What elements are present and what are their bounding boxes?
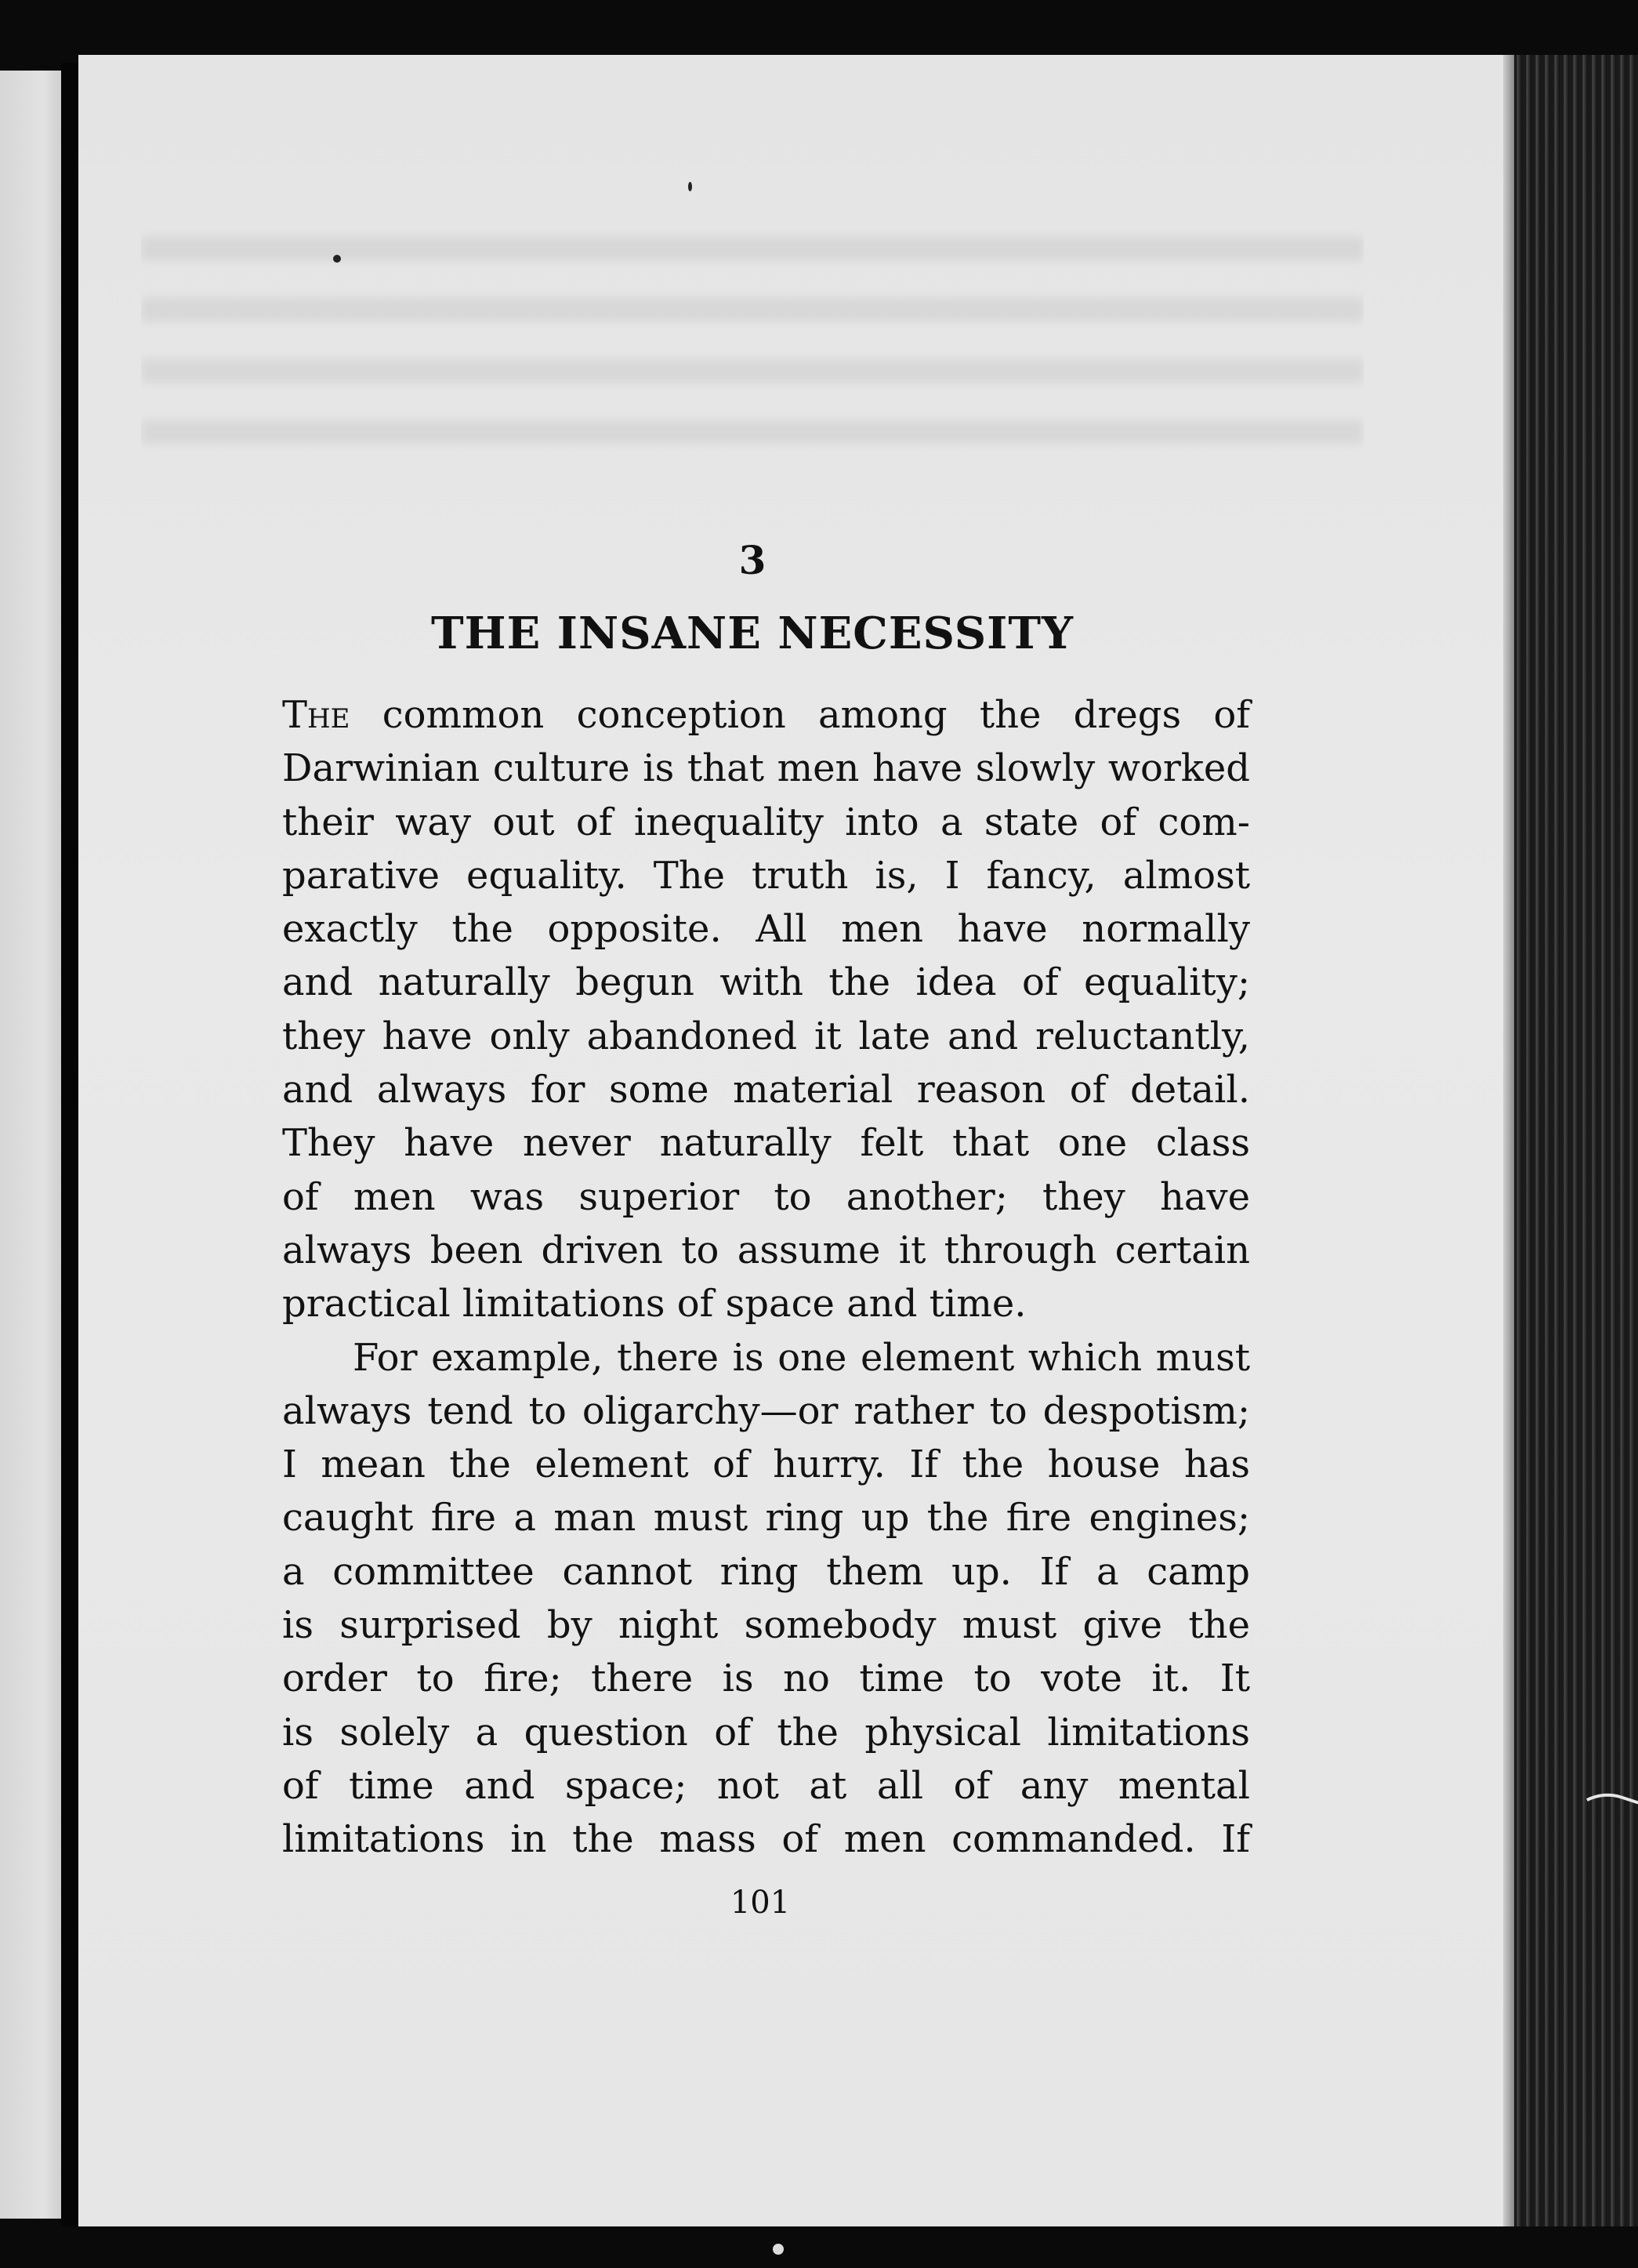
facing-page-edge bbox=[0, 71, 61, 2219]
text-line: of men was superior to another; they have bbox=[282, 1174, 1250, 1219]
text-line: parative equality. The truth is, I fancy, almost bbox=[282, 853, 1250, 898]
text-line: always tend to oligarchy—or rather to despotism; bbox=[282, 1388, 1250, 1433]
text-line: order to fire; there is no time to vote it. It bbox=[282, 1657, 1250, 1701]
page-block-edge bbox=[1503, 55, 1638, 2226]
text-line: their way out of inequality into a state of com- bbox=[282, 800, 1250, 844]
text-line: is solely a question of the physical limitations bbox=[282, 1710, 1250, 1755]
text-line: limitations in the mass of men commanded. If bbox=[282, 1817, 1250, 1862]
paragraph bbox=[282, 688, 1250, 1331]
text-line: They have never naturally felt that one class bbox=[282, 1121, 1250, 1166]
book-gutter bbox=[61, 63, 78, 2226]
text-line: a committee cannot ring them up. If a camp bbox=[282, 1549, 1250, 1594]
page-block-highlight bbox=[1503, 55, 1514, 2226]
text-line: The common conception among the dregs of bbox=[282, 693, 1250, 737]
dust-speck bbox=[333, 255, 341, 263]
text-line: exactly the opposite. All men have normally bbox=[282, 907, 1250, 952]
chapter-number: 3 bbox=[738, 537, 766, 583]
text-line: Darwinian culture is that men have slowly worked bbox=[282, 746, 1250, 791]
text-line: of time and space; not at all of any mental bbox=[282, 1763, 1250, 1808]
scan-dust-dot bbox=[773, 2244, 784, 2255]
chapter-title: THE INSANE NECESSITY bbox=[430, 608, 1074, 659]
text-line: and always for some material reason of detail. bbox=[282, 1068, 1250, 1112]
text-line: For example, there is one element which must bbox=[353, 1335, 1250, 1380]
dust-speck bbox=[688, 182, 692, 191]
text-line: is surprised by night somebody must give the bbox=[282, 1603, 1250, 1648]
page-number: 101 bbox=[730, 1885, 791, 1921]
text-line: always been driven to assume it through certain bbox=[282, 1228, 1250, 1272]
chapter-body bbox=[282, 688, 1250, 1867]
text-line: and naturally begun with the idea of equality; bbox=[282, 960, 1250, 1005]
text-line: practical limitations of space and time. bbox=[282, 1282, 1027, 1326]
text-line: caught fire a man must ring up the fire engines; bbox=[282, 1496, 1250, 1540]
drop-word: The bbox=[282, 693, 350, 737]
text-line: they have only abandoned it late and reluctantly, bbox=[282, 1014, 1250, 1058]
show-through-bleed bbox=[141, 212, 1364, 651]
text-line: I mean the element of hurry. If the house has bbox=[282, 1442, 1250, 1487]
paragraph bbox=[282, 1331, 1250, 1867]
